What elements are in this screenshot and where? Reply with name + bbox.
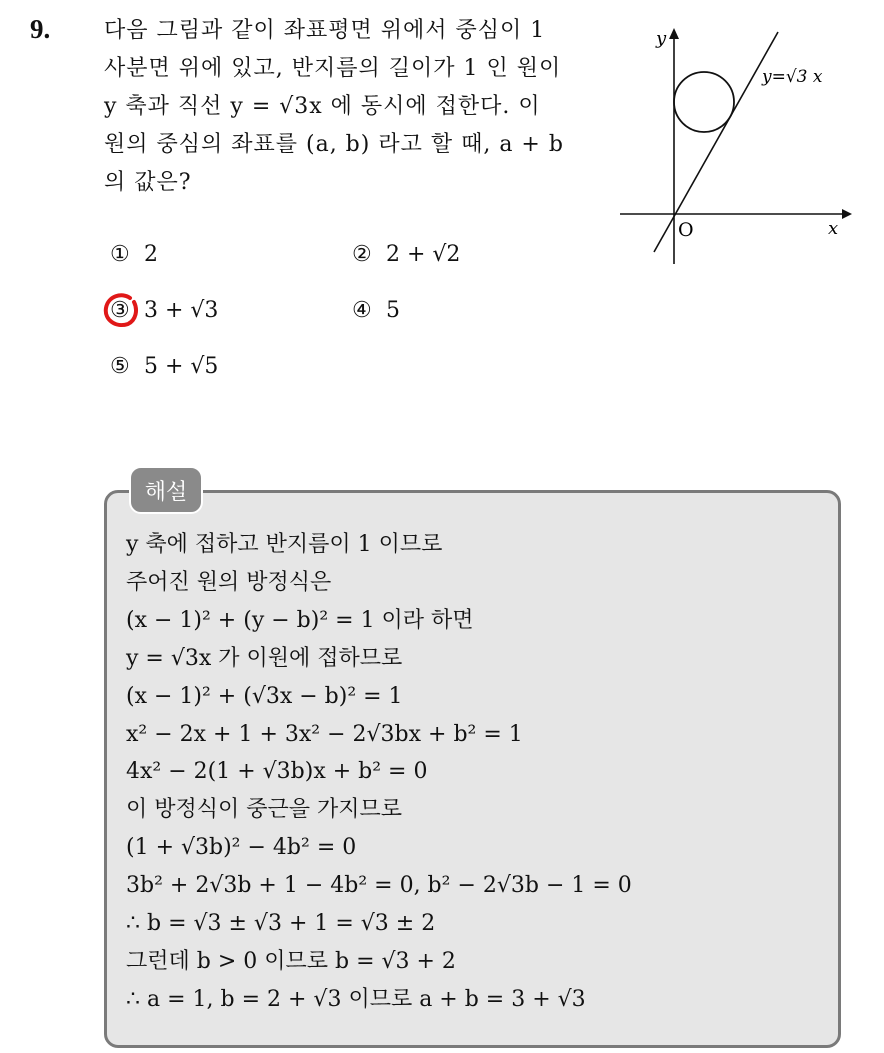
answer-circle-mark: [102, 290, 142, 330]
x-axis-arrow: [842, 209, 852, 219]
coordinate-figure: [612, 24, 862, 269]
question-line: y 축과 직선 y = √3x 에 동시에 접한다. 이: [104, 94, 541, 119]
line-label: y=√3 x: [762, 67, 823, 87]
x-axis-label: x: [828, 218, 839, 239]
choice-text: 2 + √2: [386, 242, 461, 267]
solution-line: y = √3x 가 이원에 접하므로: [126, 645, 403, 671]
choice-mark: ②: [352, 242, 372, 267]
solution-line: y 축에 접하고 반지름이 1 이므로: [126, 532, 443, 557]
y-axis-label: y: [656, 28, 667, 49]
choice-mark: ③: [110, 298, 130, 323]
solution-line: (1 + √3b)² − 4b² = 0: [126, 835, 357, 861]
choice-text: 5: [386, 298, 400, 323]
question-text: [104, 12, 594, 202]
solution-line: 3b² + 2√3b + 1 − 4b² = 0, b² − 2√3b − 1 = 0: [126, 873, 632, 899]
tangent-line: [654, 32, 778, 252]
choice-text: 2: [144, 242, 158, 267]
origin-label: O: [678, 219, 694, 241]
solution-line: 이 방정식이 중근을 가지므로: [126, 797, 403, 823]
choice-mark: ⑤: [110, 354, 130, 379]
choice-1[interactable]: [110, 242, 158, 267]
solution-line: 주어진 원의 방정식은: [126, 569, 332, 595]
solution-tab: 해설: [129, 466, 203, 514]
choice-mark: ①: [110, 242, 130, 267]
solution-line: (x − 1)² + (y − b)² = 1 이라 하면: [126, 607, 474, 633]
choice-text: 3 + √3: [144, 298, 219, 323]
question-line: 사분면 위에 있고, 반지름의 길이가 1 인 원이: [104, 56, 562, 81]
question-line: 다음 그림과 같이 좌표평면 위에서 중심이 1: [104, 18, 546, 43]
choice-5[interactable]: [110, 354, 218, 379]
choice-text: 5 + √5: [144, 354, 219, 379]
choice-4[interactable]: [352, 298, 400, 323]
solution-line: 4x² − 2(1 + √3b)x + b² = 0: [126, 759, 428, 785]
tangent-circle: [674, 72, 734, 132]
question-line: 의 값은?: [104, 170, 192, 195]
y-axis-arrow: [669, 28, 679, 39]
question-line: 원의 중심의 좌표를 (a, b) 라고 할 때, a + b: [104, 132, 564, 157]
choice-mark: ④: [352, 298, 372, 323]
solution-line: 그런데 b > 0 이므로 b = √3 + 2: [126, 948, 456, 974]
solution-line: ∴ b = √3 ± √3 + 1 = √3 ± 2: [126, 911, 436, 937]
question-number: 9.: [30, 14, 51, 44]
solution-line: ∴ a = 1, b = 2 + √3 이므로 a + b = 3 + √3: [126, 986, 586, 1012]
solution-line: (x − 1)² + (√3x − b)² = 1: [126, 683, 403, 709]
choice-2[interactable]: [352, 242, 460, 267]
solution-text: [126, 526, 826, 1019]
solution-line: x² − 2x + 1 + 3x² − 2√3bx + b² = 1: [126, 721, 523, 747]
